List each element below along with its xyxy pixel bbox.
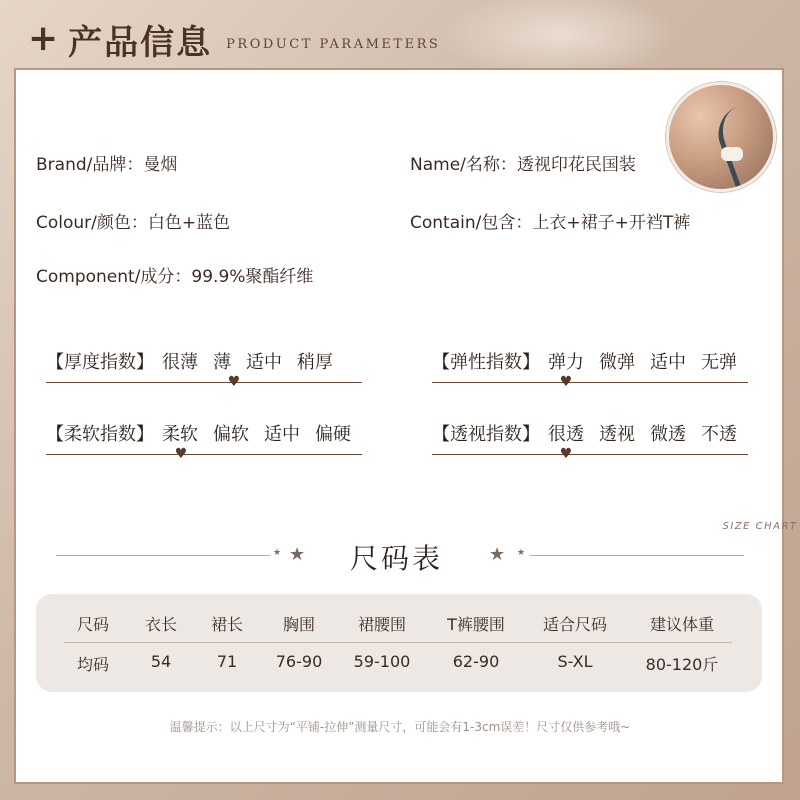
section-title: 产品信息: [68, 22, 213, 63]
scale-option: 适中: [246, 352, 282, 373]
plus-icon: +: [28, 18, 59, 59]
star-icon: ★: [289, 544, 306, 565]
scale-heading: 【弹性指数】: [432, 352, 540, 373]
scale-heading: 【透视指数】: [432, 424, 540, 445]
table-header-row: [36, 612, 762, 642]
scale-option: 偏软: [213, 424, 249, 445]
scale-option: 不透: [701, 424, 737, 445]
table-cell: S-XL: [557, 652, 593, 671]
scale-option: 很薄: [162, 352, 198, 373]
table-cell: 80-120斤: [645, 655, 719, 674]
scale-line: [46, 446, 362, 462]
button-knot-graphic: [721, 147, 743, 161]
scale-option: 很透: [548, 424, 584, 445]
scale-option: 弹力: [548, 352, 584, 373]
table-header-cell: 衣长: [144, 615, 177, 634]
scale-option: 薄: [213, 352, 231, 373]
table-row: [36, 652, 762, 682]
table-cell: 76-90: [275, 652, 323, 671]
component-info: Component/成分：99.9%聚酯纤维: [36, 267, 314, 287]
size-table: [36, 594, 762, 692]
table-cell: 均码: [76, 655, 109, 674]
scale-option: 微弹: [599, 352, 635, 373]
measurement-note: 温馨提示：以上尺寸为“平铺-拉伸”测量尺寸，可能会有1-3cm误差！尺寸仅供参考哦~: [169, 720, 631, 734]
table-header-cell: 裙腰围: [357, 615, 406, 634]
softness-scale: [46, 420, 362, 462]
divider-right: [530, 555, 744, 556]
elasticity-scale: [432, 348, 748, 390]
scale-option: 偏硬: [315, 424, 351, 445]
name-info: Name/名称：透视印花民国装: [410, 155, 636, 175]
scale-option: 微透: [650, 424, 686, 445]
heart-icon: ♥: [227, 374, 241, 390]
section-subtitle: PRODUCT PARAMETERS: [226, 36, 441, 52]
contain-info: Contain/包含：上衣+裙子+开裆T裤: [410, 213, 691, 233]
transparency-scale: [432, 420, 748, 462]
table-header-cell: 适合尺码: [542, 615, 607, 634]
scale-line: [46, 374, 362, 390]
collar-graphic: [710, 99, 776, 192]
scale-line: [432, 446, 748, 462]
heart-icon: ♥: [174, 446, 188, 462]
divider-left: [56, 555, 270, 556]
table-cell: 54: [150, 652, 172, 671]
scale-heading: 【厚度指数】: [46, 352, 154, 373]
table-cell: 59-100: [353, 652, 411, 671]
table-cell: 62-90: [452, 652, 500, 671]
scale-option: 适中: [650, 352, 686, 373]
scale-heading: 【柔软指数】: [46, 424, 154, 445]
product-detail-photo: [666, 82, 776, 192]
star-icon: ★: [517, 548, 526, 558]
table-header-cell: 胸围: [282, 615, 315, 634]
scale-option: 无弹: [701, 352, 737, 373]
table-header-cell: 建议体重: [649, 615, 714, 634]
star-icon: ★: [489, 544, 506, 565]
table-cell: 71: [216, 652, 238, 671]
table-header-cell: 尺码: [76, 615, 109, 634]
heart-icon: ♥: [559, 374, 573, 390]
table-header-cell: 裙长: [210, 615, 243, 634]
table-divider: [64, 642, 732, 643]
size-chart-title: 尺码表: [350, 542, 444, 575]
size-chart-small-label: SIZE CHART: [722, 521, 798, 532]
table-header-cell: T裤腰围: [447, 615, 505, 634]
thickness-scale: [46, 348, 362, 390]
section-header: [28, 14, 440, 64]
scale-option: 透视: [599, 424, 635, 445]
scale-line: [432, 374, 748, 390]
scale-option: 柔软: [162, 424, 198, 445]
heart-icon: ♥: [559, 446, 573, 462]
colour-info: Colour/颜色：白色+蓝色: [36, 213, 231, 233]
star-icon: ★: [273, 548, 282, 558]
brand-info: Brand/品牌：曼烟: [36, 155, 178, 175]
scale-option: 适中: [264, 424, 300, 445]
scale-option: 稍厚: [297, 352, 333, 373]
